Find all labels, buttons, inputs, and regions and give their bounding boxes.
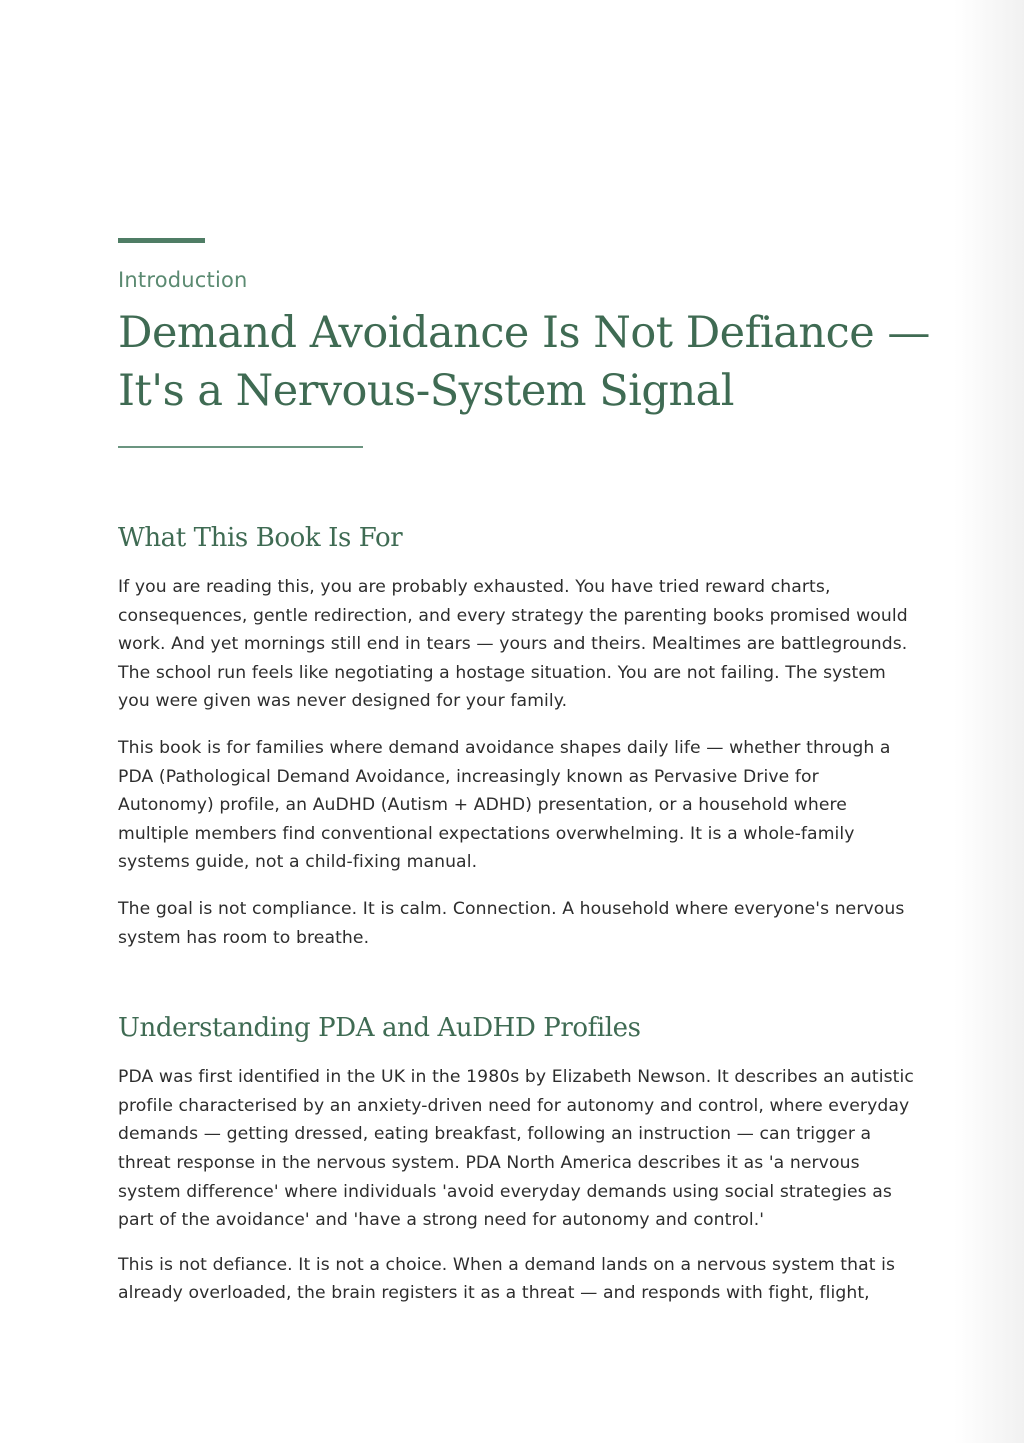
section-heading: What This Book Is For	[118, 523, 403, 553]
paragraph: The goal is not compliance. It is calm. Connection. A household where everyone's nervous system has room to breathe.	[118, 898, 905, 948]
paragraph: This book is for families where demand avoidance shapes daily life — whether through a PDA (Pathological Demand Avoidance, increasingly known as Pervasive Drive for Autonomy) profile, an AuDHD (Autism + ADHD) presentation, or a household where multiple members find conventional expectations overwhelming. It is a whole-family systems guide, not a child-fixing manual.	[118, 737, 891, 873]
chapter-title: Demand Avoidance Is Not Defiance — It's a Nervous-System Signal	[118, 308, 930, 416]
section-heading: Understanding PDA and AuDHD Profiles	[118, 1013, 641, 1044]
paragraph: If you are reading this, you are probably exhausted. You have tried reward charts, consequences, gentle redirection, and every strategy the parenting books promised would work. And yet mornings still end in tears — yours and theirs. Mealtimes are battlegrounds. The school run feels like negotiating a hostage situation. You are not failing. The system you were given was never designed for your family.	[118, 577, 908, 712]
title-divider	[118, 446, 363, 448]
top-accent-rule	[118, 238, 205, 243]
section-understanding-pda	[118, 1008, 918, 1308]
page-edge-shadow	[954, 0, 1024, 1443]
paragraph: This is not defiance. It is not a choice. When a demand lands on a nervous system that is already overloaded, the brain registers it as a threat — and responds with fight, flight,	[118, 1254, 896, 1304]
chapter-content	[118, 516, 918, 1308]
section-what-this-book-is-for	[118, 518, 918, 952]
chapter-label: Introduction	[118, 268, 248, 292]
paragraph: PDA was first identified in the UK in the 1980s by Elizabeth Newson. It describes an autistic profile characterised by an anxiety-driven need for autonomy and control, where everyday demands — getting dressed, eating breakfast, following an instruction — can trigger a threat response in the nervous system. PDA North America describes it as 'a nervous system difference' where individuals 'avoid everyday demands using social strategies as part of the avoidance' and 'have a strong need for autonomy and control.'	[118, 1067, 914, 1231]
